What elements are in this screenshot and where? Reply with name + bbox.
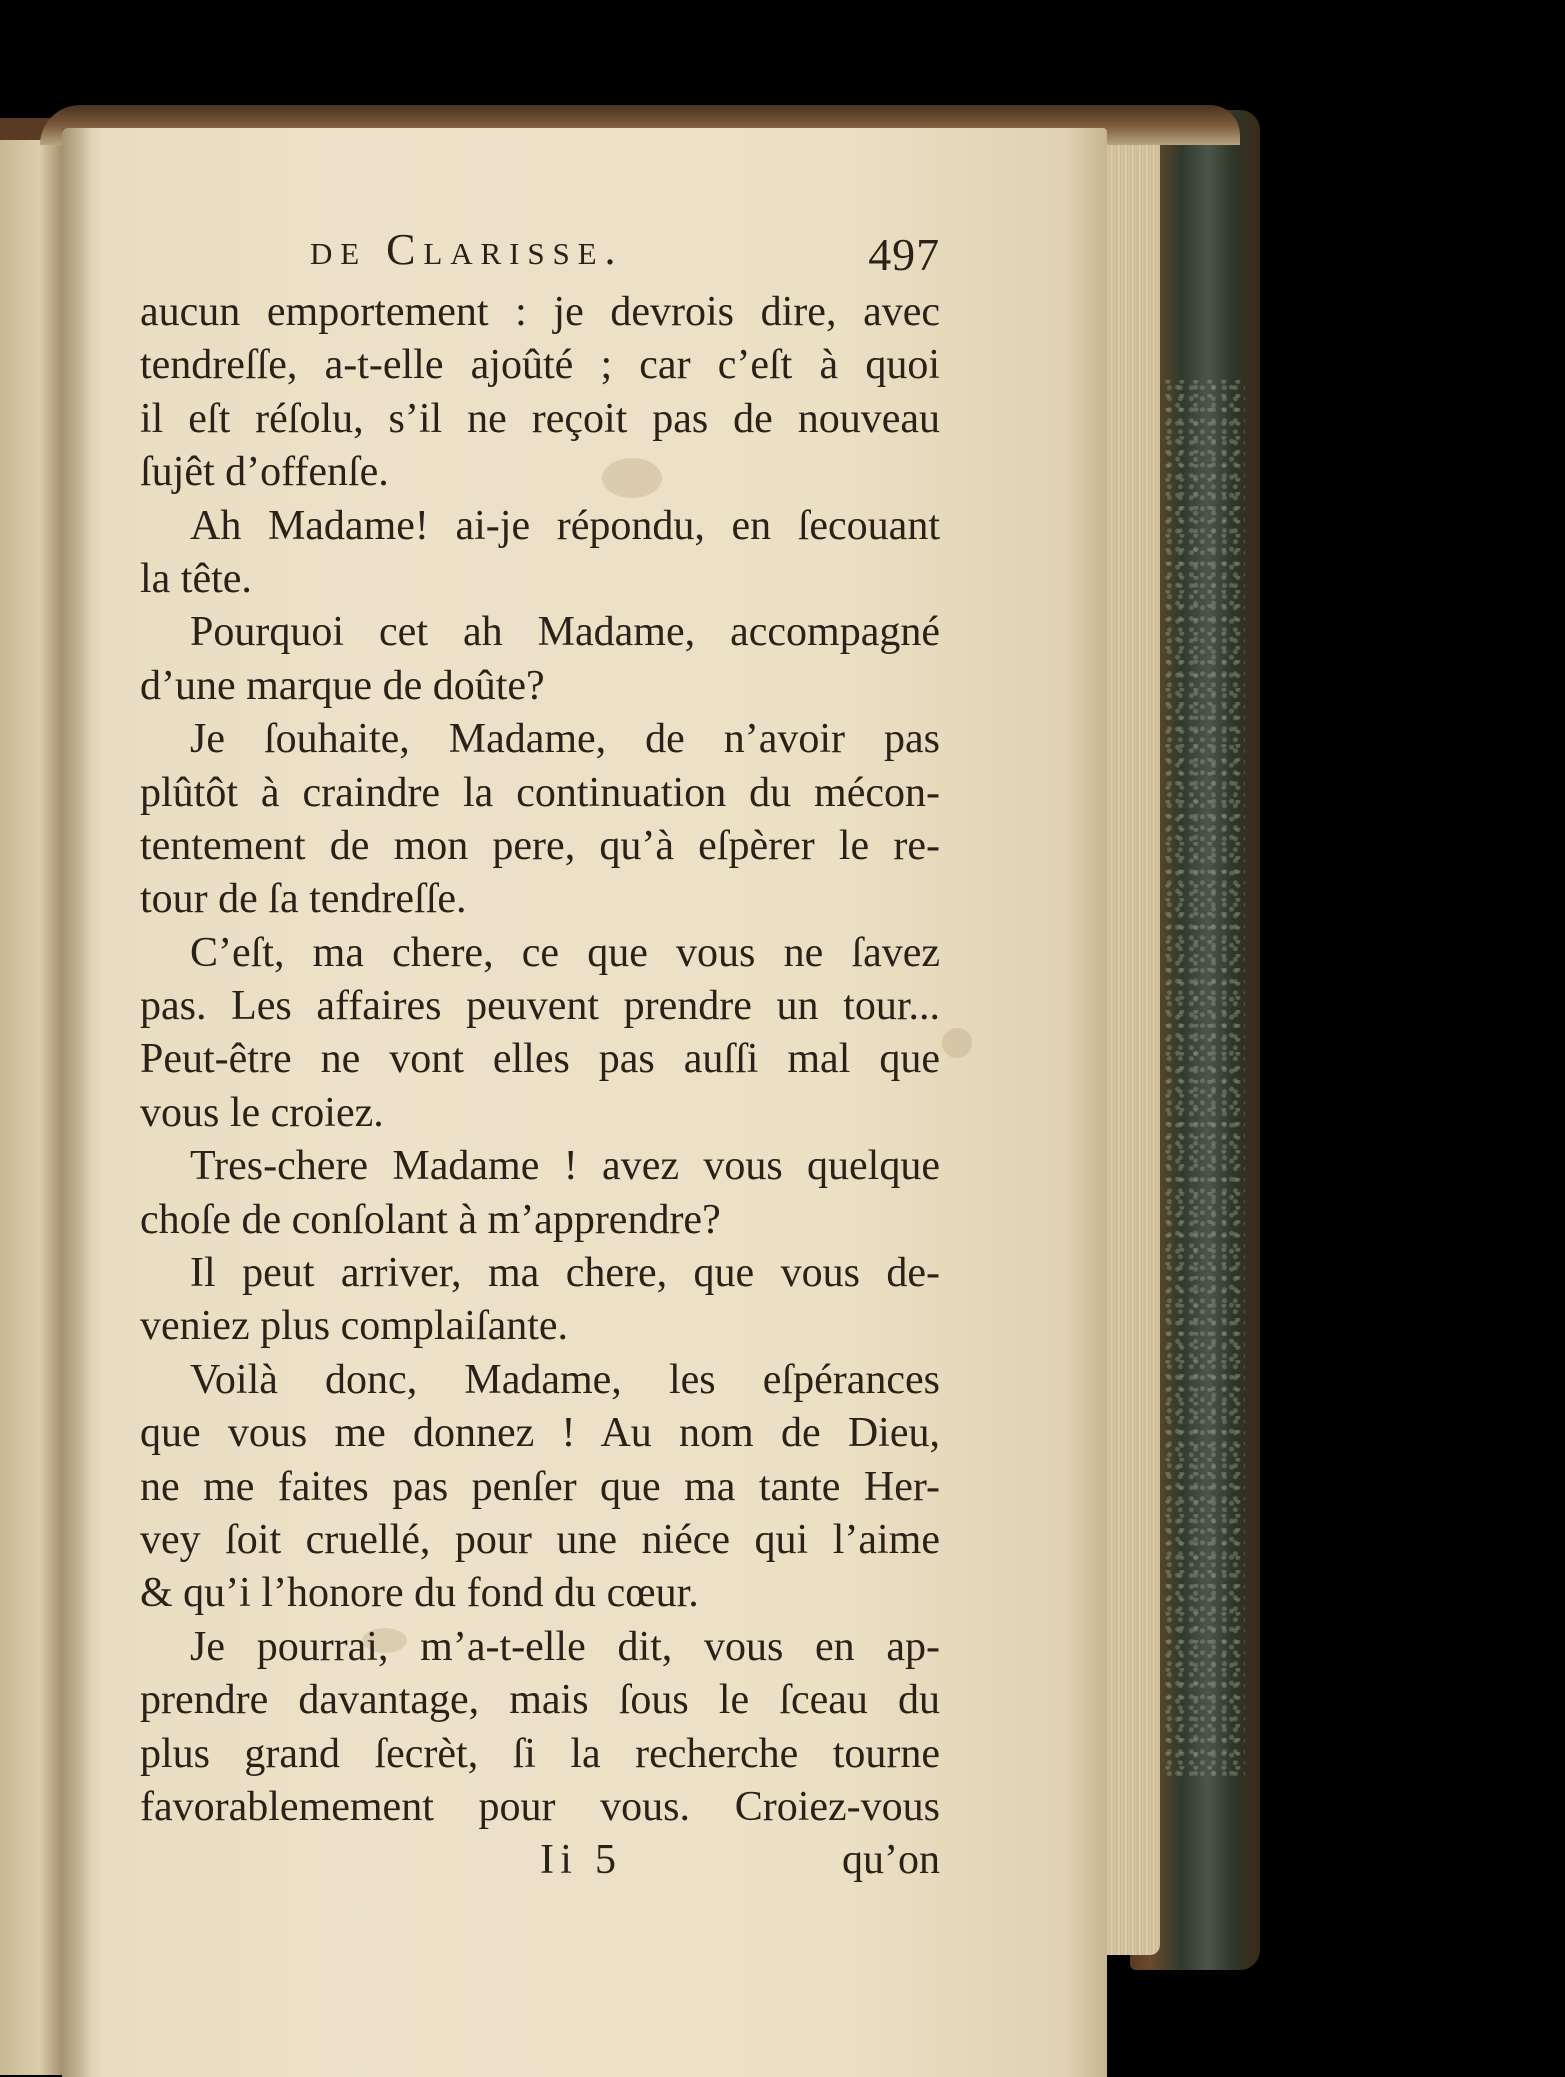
text-line: pas. Les affaires peuvent prendre un tour... [140, 983, 940, 1030]
text-line: Il peut arriver, ma chere, que vous de- [190, 1250, 940, 1297]
page-number: 497 [868, 229, 940, 280]
text-line: Je pourrai, m’a-t-elle dit, vous en ap- [190, 1623, 940, 1670]
text-line: plûtôt à craindre la continuation du mécon- [140, 769, 940, 816]
text-line: que vous me donnez ! Au nom de Dieu, [140, 1410, 940, 1457]
text-line: C’eſt, ma chere, ce que vous ne ſavez [190, 929, 940, 976]
text-line: veniez plus complaiſante. [140, 1303, 569, 1350]
text-line: & qu’i l’honore du fond du cœur. [140, 1570, 699, 1617]
text-line: Je ſouhaite, Madame, de n’avoir pas [190, 716, 940, 763]
text-line: vous le croiez. [140, 1089, 384, 1136]
signature-mark: Ii 5 [540, 1837, 623, 1884]
text-line: Ah Madame! ai-je répondu, en ſecouant [190, 502, 940, 549]
text-line: plus grand ſecrèt, ſi la recherche tourne [140, 1730, 940, 1777]
text-line: Peut-être ne vont elles pas auſſi mal que [140, 1036, 940, 1083]
text-line: Voilà donc, Madame, les eſpérances [190, 1356, 940, 1403]
marbled-cover-texture [1165, 380, 1245, 1780]
text-line: il eſt réſolu, s’il ne reçoit pas de nouveau [140, 395, 940, 442]
text-line: la tête. [140, 555, 252, 602]
text-line: tour de ſa tendreſſe. [140, 876, 467, 923]
text-line: Pourquoi cet ah Madame, accompagné [190, 609, 940, 656]
text-line: ne me faites pas penſer que ma tante Her- [140, 1463, 940, 1510]
text-line: choſe de conſolant à m’apprendre? [140, 1196, 721, 1243]
text-line: Tres-chere Madame ! avez vous quelque [190, 1143, 940, 1190]
catchword: qu’on [842, 1837, 940, 1884]
page-footer [140, 1836, 940, 1896]
text-line: tendreſſe, a-t-elle ajoûté ; car c’eſt à quoi [140, 342, 940, 389]
text-line: vey ſoit cruellé, pour une niéce qui l’aime [140, 1516, 940, 1563]
body-text [140, 286, 940, 1834]
text-line: ſujêt d’offenſe. [140, 449, 389, 496]
running-title: de Clarisse. [310, 225, 624, 274]
page-text [140, 220, 940, 1896]
gutter-shadow [62, 128, 92, 2077]
running-head [140, 220, 940, 290]
text-line: prendre davantage, mais ſous le ſceau du [140, 1677, 940, 1724]
facing-page-edge [0, 140, 65, 2075]
text-line: favorablemement pour vous. Croiez-vous [140, 1783, 940, 1830]
text-line: tentement de mon pere, qu’à eſpèrer le re- [140, 822, 940, 869]
text-line: d’une marque de doûte? [140, 662, 545, 709]
paper-stain [942, 1028, 972, 1058]
text-line: aucun emportement : je devrois dire, avec [140, 289, 940, 335]
page-stack-edges [1100, 125, 1160, 1955]
